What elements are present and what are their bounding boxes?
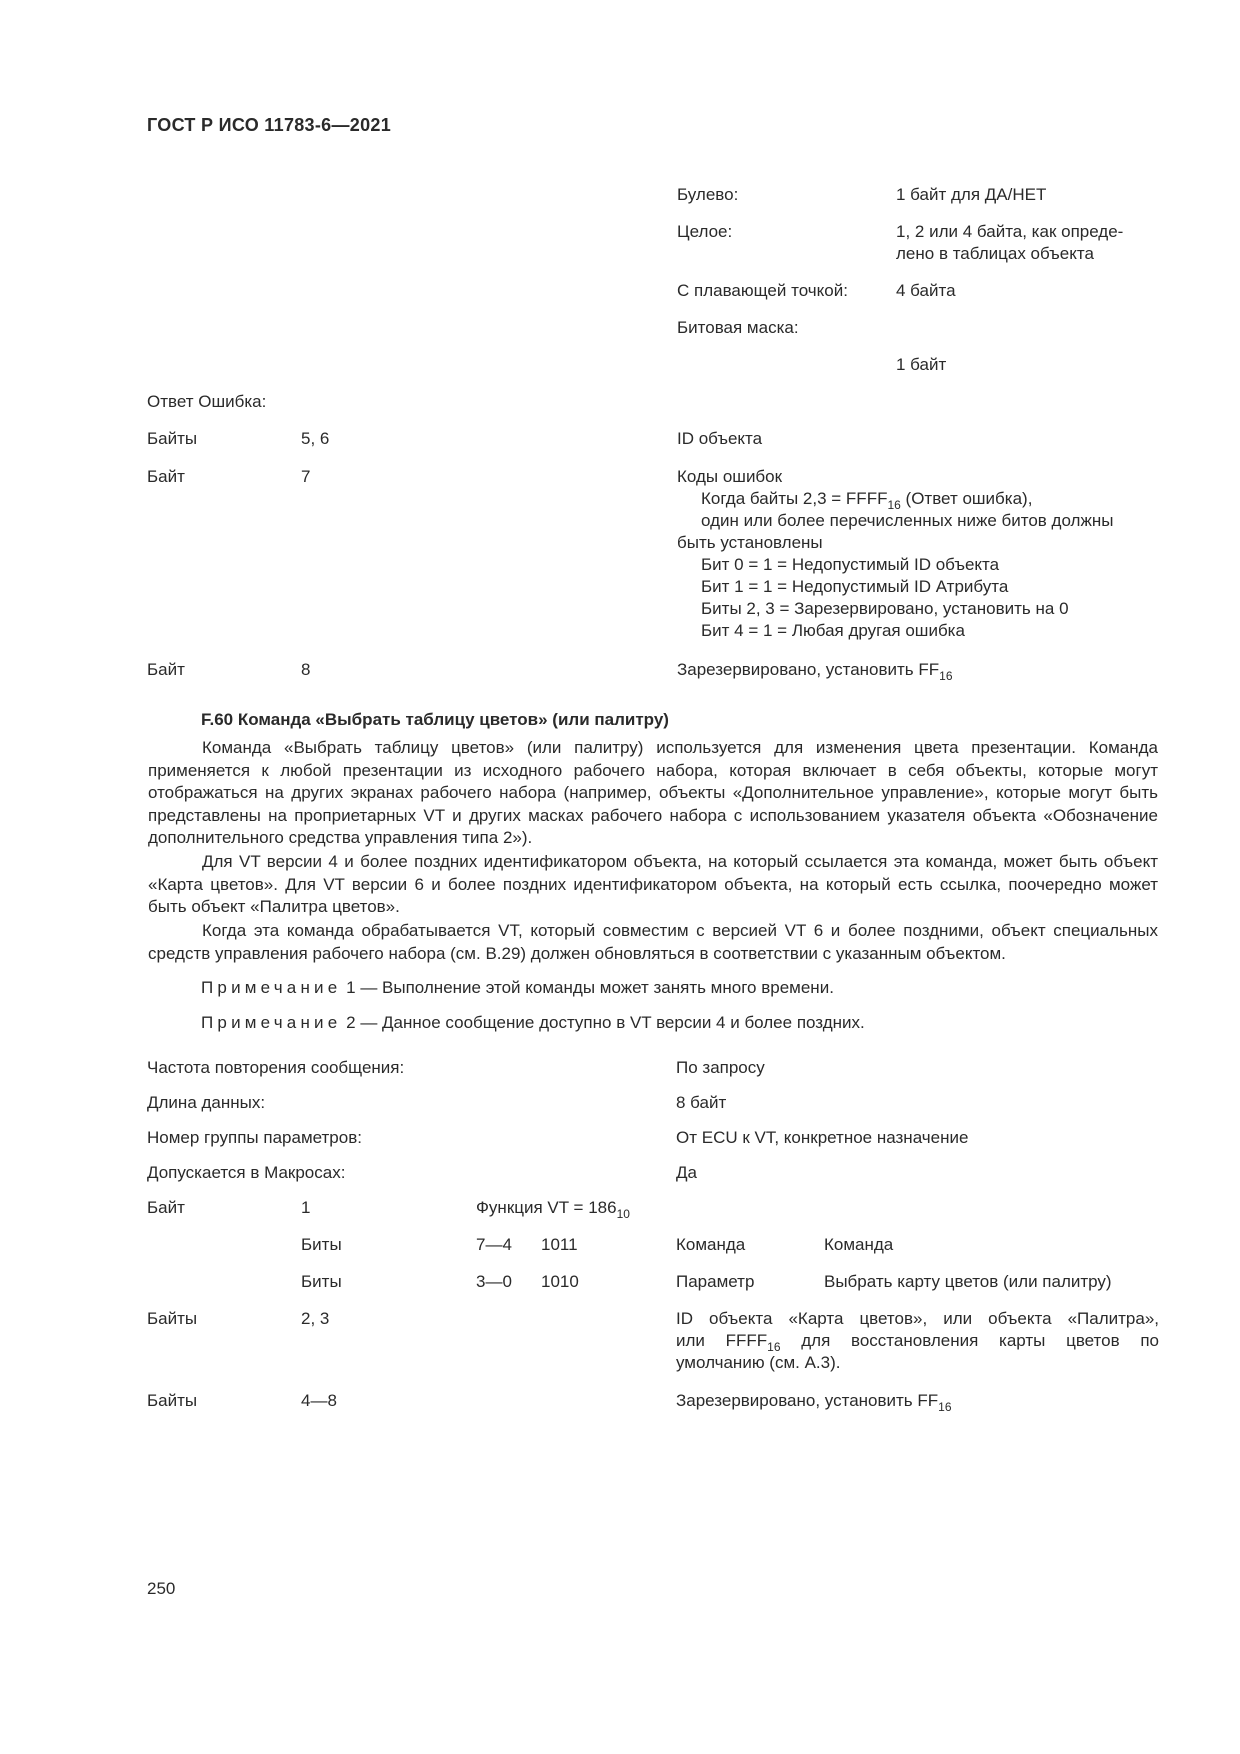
error-codes-line7: Бит 4 = 1 = Любая другая ошибка <box>701 621 965 640</box>
error-row3-c3 <box>677 659 953 681</box>
bits-b-value: 1010 <box>541 1272 579 1291</box>
bits-a-range: 7—4 <box>476 1235 512 1254</box>
bytes23-line2-sub: 16 <box>767 1340 781 1354</box>
error-row1-c2: 5, 6 <box>301 429 330 448</box>
error-row1-c3: ID объекта <box>677 429 763 448</box>
byte1-function-sub: 10 <box>616 1207 630 1221</box>
error-response-title: Ответ Ошибка: <box>147 392 267 411</box>
byte1-function-text: Функция VT = 186 <box>476 1198 617 1217</box>
integer-value-line1: 1, 2 или 4 байта, как опреде- <box>896 222 1124 241</box>
bytes48-c2: 4—8 <box>301 1391 337 1410</box>
error-row2-c1: Байт <box>147 467 185 486</box>
float-label: С плавающей точкой: <box>677 281 848 300</box>
byte1-c2: 1 <box>301 1198 311 1217</box>
bytes48-description <box>676 1390 952 1412</box>
bytes48-description-text: Зарезервировано, установить FF <box>676 1391 939 1410</box>
bytes23-line3: умолчанию (см. A.3). <box>676 1353 841 1372</box>
note-1-text: 1 — Выполнение этой команды может занять много времени. <box>346 978 834 997</box>
bytes23-line1: ID объекта «Карта цветов», или объекта «Палитра», <box>676 1309 1159 1328</box>
bitmask-label: Битовая маска: <box>677 318 799 337</box>
error-row3-c1: Байт <box>147 660 185 679</box>
section-paragraph-2: Для VT версии 4 и более поздних идентификатором объекта, на который ссылается эта команда, может быть объект «Карта цветов». Для VT версии 6 и более поздних идентификатором объекта, на который есть ссылка, поочередно может быть объект «Палитра цветов». <box>148 852 1158 916</box>
length-label: Длина данных: <box>147 1093 266 1112</box>
note-1-label: Примечание <box>201 978 342 997</box>
bits-b-name: Параметр <box>676 1272 755 1291</box>
error-codes-line2: один или более перечисленных ниже битов должны <box>701 511 1114 530</box>
macro-value: Да <box>676 1163 697 1182</box>
bytes48-c1: Байты <box>147 1391 198 1410</box>
note-2 <box>201 1012 865 1034</box>
bits-a-label: Биты <box>301 1235 342 1254</box>
bytes48-description-sub: 16 <box>938 1400 952 1414</box>
macro-label: Допускается в Макросах: <box>147 1163 346 1182</box>
bytes23-c1: Байты <box>147 1309 198 1328</box>
bits-a-value: 1011 <box>541 1235 578 1254</box>
bytes23-line2-a: или FFFF <box>676 1331 768 1350</box>
note-2-label: Примечание <box>201 1013 342 1032</box>
error-codes-line6: Биты 2, 3 = Зарезервировано, установить на 0 <box>701 599 1069 618</box>
error-row3-c3-sub: 16 <box>939 669 953 683</box>
error-row3-c2: 8 <box>301 660 311 679</box>
bits-a-name: Команда <box>676 1235 746 1254</box>
note-2-text: 2 — Данное сообщение доступно в VT версии 4 и более поздних. <box>346 1013 865 1032</box>
error-codes-line1 <box>677 488 1113 510</box>
bytes23-line2-b: для восстановления карты цветов по <box>780 1331 1160 1350</box>
error-codes-line1-a: Когда байты 2,3 = FFFF <box>701 489 888 508</box>
bits-a-desc: Команда <box>824 1235 894 1254</box>
error-codes-line1-b: (Ответ ошибка), <box>900 489 1033 508</box>
bitmask-value: 1 байт <box>896 355 947 374</box>
rate-value: По запросу <box>676 1058 765 1077</box>
integer-label: Целое: <box>677 222 733 241</box>
error-codes-line4: Бит 0 = 1 = Недопустимый ID объекта <box>701 555 1000 574</box>
byte1-function <box>476 1197 630 1219</box>
bits-b-range: 3—0 <box>476 1272 512 1291</box>
error-codes-line5: Бит 1 = 1 = Недопустимый ID Атрибута <box>701 577 1009 596</box>
error-row3-c3-text: Зарезервировано, установить FF <box>677 660 940 679</box>
bits-b-desc: Выбрать карту цветов (или палитру) <box>824 1272 1112 1291</box>
bits-b-label: Биты <box>301 1272 342 1291</box>
section-title: F.60 Команда «Выбрать таблицу цветов» (или палитру) <box>201 710 669 729</box>
error-row1-c1: Байты <box>147 429 198 448</box>
error-codes-block <box>677 466 1113 642</box>
pgn-label: Номер группы параметров: <box>147 1128 362 1147</box>
length-value: 8 байт <box>676 1093 727 1112</box>
boolean-value: 1 байт для ДА/НЕТ <box>896 185 1047 204</box>
bytes23-c2: 2, 3 <box>301 1309 330 1328</box>
section-paragraph-3: Когда эта команда обрабатывается VT, который совместим с версией VT 6 и более поздними, объект специальных средств управления рабочего набора (см. B.29) должен обновляться в соответствии с указанным объектом. <box>148 921 1158 963</box>
bytes23-line2 <box>676 1330 1159 1352</box>
error-codes-line1-sub: 16 <box>887 498 901 512</box>
section-paragraph-1: Команда «Выбрать таблицу цветов» (или палитру) используется для изменения цвета презентации. Команда применяется к любой презентации из исходного рабочего набора, которая включает в себя объекты, которые могут отображаться на других экранах рабочего набора (например, объекты «Дополнительное управление», которые могут быть представлены на проприетарных VT и других масках рабочего набора с использованием указателя объекта «Обозначение дополнительного средства управления типа 2»). <box>148 738 1158 847</box>
bytes23-description <box>676 1308 1159 1374</box>
page-number: 250 <box>147 1579 176 1598</box>
boolean-label: Булево: <box>677 185 739 204</box>
error-row2-c2: 7 <box>301 467 311 486</box>
pgn-value: От ECU к VT, конкретное назначение <box>676 1128 969 1147</box>
float-value: 4 байта <box>896 281 956 300</box>
rate-label: Частота повторения сообщения: <box>147 1058 405 1077</box>
integer-value-line2: лено в таблицах объекта <box>896 244 1094 263</box>
note-1 <box>201 977 834 999</box>
byte1-c1: Байт <box>147 1198 185 1217</box>
document-code: ГОСТ Р ИСО 11783-6—2021 <box>147 115 392 135</box>
error-codes-line3: быть установлены <box>677 533 823 552</box>
error-codes-title: Коды ошибок <box>677 467 783 486</box>
